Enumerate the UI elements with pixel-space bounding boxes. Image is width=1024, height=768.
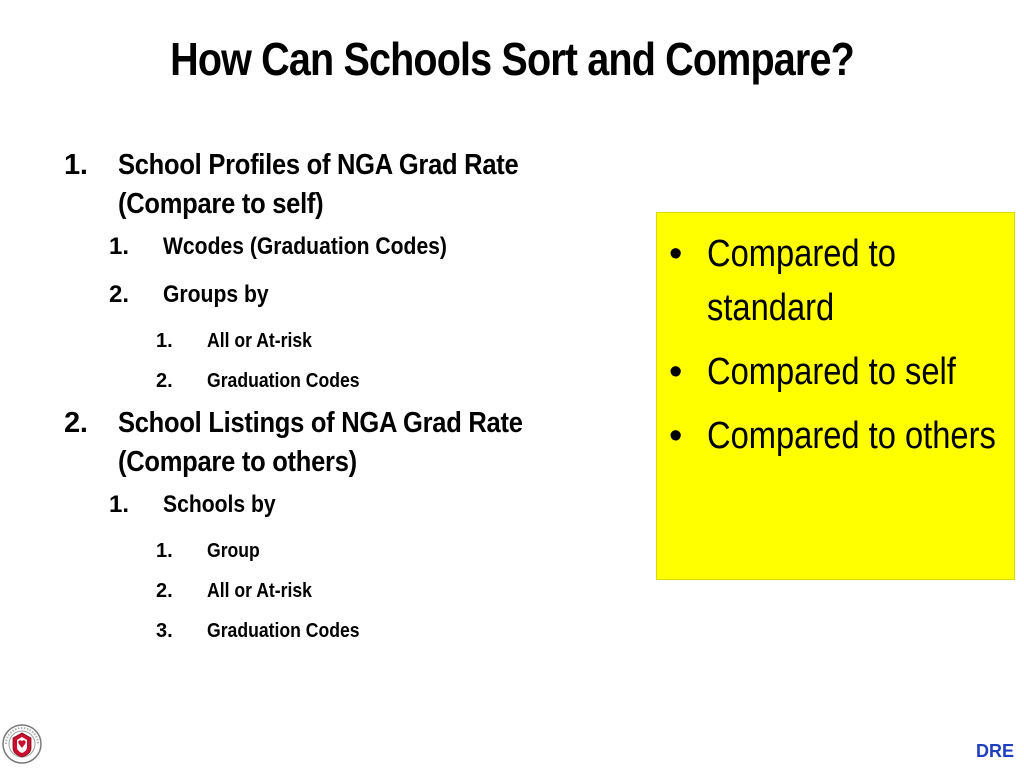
outline-number: 1.: [64, 149, 88, 181]
callout-box: [656, 212, 1015, 580]
outline-subsubitem-text: All or At-risk: [207, 580, 312, 602]
callout-bullet-text: Compared to self: [707, 351, 956, 393]
outline-subitem-text: Schools by: [163, 491, 276, 518]
school-district-seal-icon: [2, 724, 42, 764]
outline-subsubitem-text: Group: [207, 540, 260, 562]
outline-subitem-text: Groups by: [163, 281, 269, 308]
outline-subsubitem-text: Graduation Codes: [207, 370, 360, 392]
callout-bullet-item: [669, 345, 1009, 399]
outline-list: [64, 146, 684, 658]
bullet-dot-icon: •: [669, 351, 683, 393]
outline-item-text: School Profiles of NGA Grad Rate (Compare to self): [118, 149, 519, 220]
outline-number: 2.: [64, 407, 88, 439]
callout-bullet-text: Compared to standard: [707, 233, 896, 329]
outline-subsubitem-text: Graduation Codes: [207, 620, 360, 642]
outline-number: 1.: [109, 233, 130, 260]
outline-subitem-groups-by: [64, 280, 684, 310]
outline-number: 2.: [109, 281, 130, 308]
outline-subitem-text: Wcodes (Graduation Codes): [163, 233, 447, 260]
outline-subsubitem-graduation-codes: [64, 618, 684, 644]
outline-item-school-profiles: [64, 146, 684, 224]
footer-tag: DRE: [975, 741, 1014, 761]
bullet-dot-icon: •: [669, 233, 683, 275]
outline-subsubitem-group: [64, 538, 684, 564]
outline-subsubitem-graduation-codes: [64, 368, 684, 394]
outline-subitem-wcodes: [64, 232, 684, 262]
outline-number: 1.: [109, 491, 130, 518]
bullet-dot-icon: •: [669, 415, 683, 457]
outline-number: 2.: [156, 370, 173, 392]
callout-bullet-list: [669, 227, 1009, 473]
callout-bullet-item: [669, 227, 1009, 335]
outline-item-text: School Listings of NGA Grad Rate (Compare to others): [118, 407, 523, 478]
outline-subsubitem-all-or-at-risk: [64, 578, 684, 604]
callout-bullet-item: [669, 409, 1009, 463]
outline-subitem-schools-by: [64, 490, 684, 520]
outline-item-school-listings: [64, 404, 684, 482]
outline-number: 3.: [156, 620, 173, 642]
callout-bullet-text: Compared to others: [707, 415, 996, 457]
outline-subsubitem-text: All or At-risk: [207, 330, 312, 352]
slide-title: How Can Schools Sort and Compare?: [170, 33, 854, 85]
outline-number: 1.: [156, 330, 173, 352]
outline-subsubitem-all-or-at-risk: [64, 328, 684, 354]
outline-number: 2.: [156, 580, 173, 602]
outline-number: 1.: [156, 540, 173, 562]
